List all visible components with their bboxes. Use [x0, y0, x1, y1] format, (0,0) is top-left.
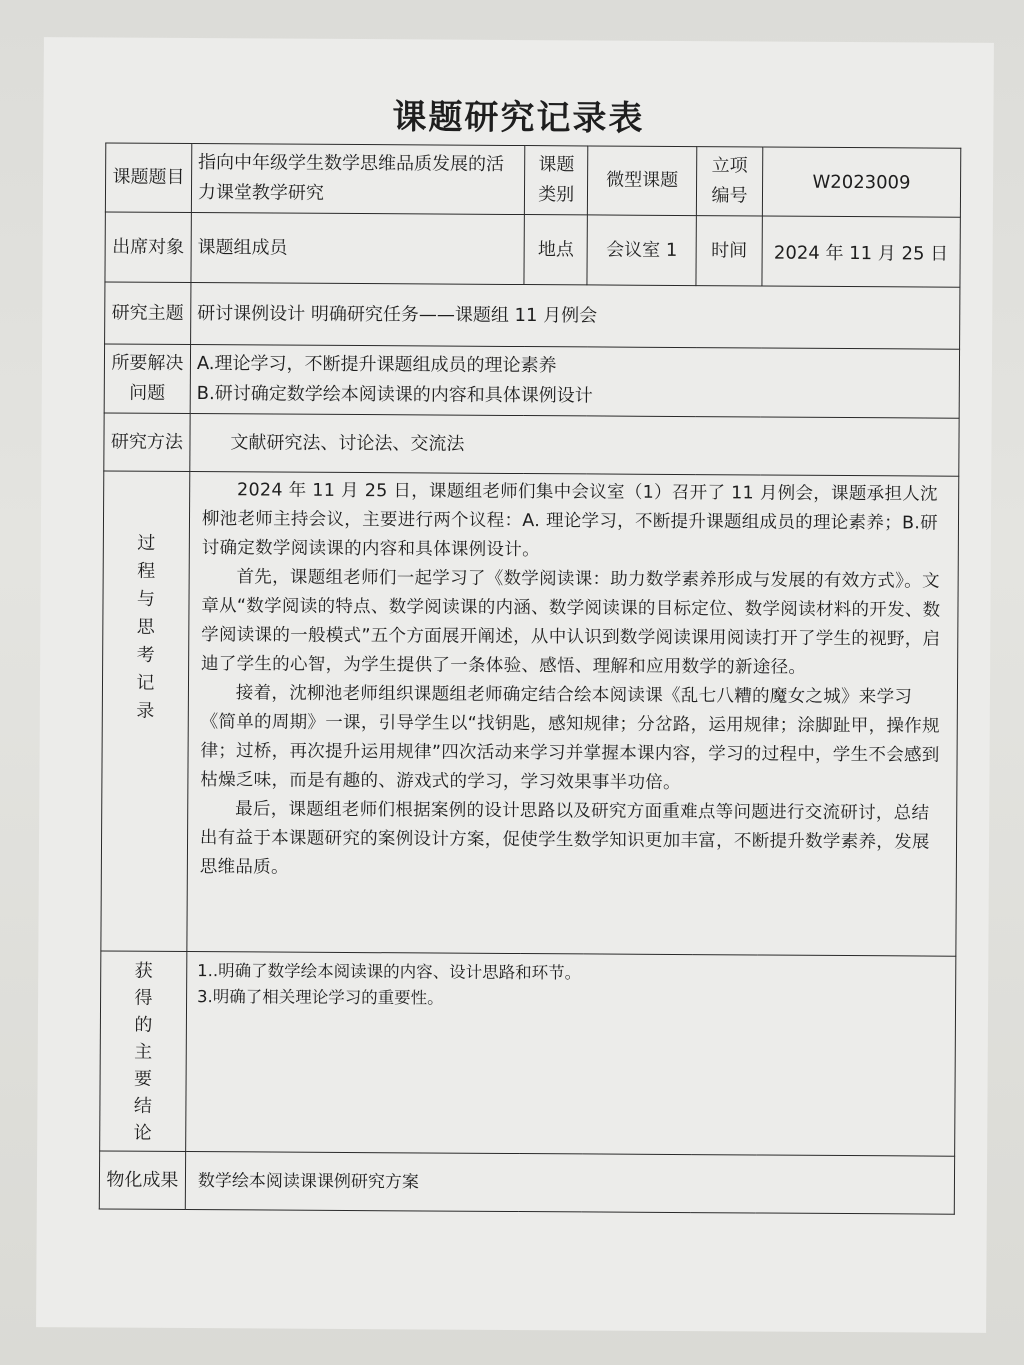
theme-label: 研究主题: [105, 282, 191, 345]
process-paragraph-2: 首先，课题组老师们一起学习了《数学阅读课：助力数学素养形成与发展的有效方式》。文章从“数学阅读的特点、数学阅读课的内涵、数学阅读课的目标定位、数学阅读材料的开发、数学阅读课的一般模式”五个方面展开阐述，从中认识到数学阅读课用阅读打开了学生的视野，启迪了学生的心智，为学生提供了一条体验、感悟、理解和应用数学的新途径。: [200, 567, 941, 678]
time-value: 2024 年 11 月 25 日: [762, 216, 961, 287]
process-label-text: 过程与思考记录: [136, 532, 156, 722]
process-paragraph-1: 2024 年 11 月 25 日，课题组老师们集中会议室（1）召开了 11 月例会，课题承担人沈柳池老师主持会议，主要进行两个议程：A. 理论学习，不断提升课题组成员的理论素养；B.研讨确定数学阅读课的内容和具体课例设计。: [201, 480, 939, 561]
problem-item-a: A.理论学习，不断提升课题组成员的理论素养: [196, 353, 557, 377]
category-label: 课题类别: [525, 146, 588, 215]
row-method: [104, 413, 959, 476]
conclusion-item-2: 3.明确了相关理论学习的重要性。: [196, 987, 444, 1008]
category-value: 微型课题: [587, 146, 697, 216]
attendance-value: 课题组成员: [191, 213, 525, 285]
process-label: [101, 471, 190, 952]
theme-value: 研讨课例设计 明确研究任务——课题组 11 月例会: [190, 283, 959, 350]
row-attendance: [105, 212, 960, 287]
conclusions-content: [186, 951, 956, 1156]
attendance-label: 出席对象: [105, 212, 191, 283]
process-content: [187, 472, 959, 957]
outcome-value: 数学绘本阅读课课例研究方案: [185, 1151, 954, 1214]
problems-label: 所要解决问题: [104, 344, 190, 414]
topic-value: 指向中年级学生数学思维品质发展的活力课堂教学研究: [191, 144, 525, 215]
time-label: 时间: [696, 216, 762, 286]
conclusion-item-1: 1..明确了数学绘本阅读课的内容、设计思路和环节。: [197, 961, 582, 983]
outcome-label: 物化成果: [99, 1151, 185, 1210]
conclusions-label: [100, 951, 187, 1152]
record-table: [99, 142, 962, 1214]
problems-value: [190, 345, 960, 419]
method-label: 研究方法: [104, 413, 190, 472]
row-conclusions: [100, 951, 956, 1156]
method-value: 文献研究法、讨论法、交流法: [190, 414, 959, 477]
topic-label: 课题题目: [105, 143, 191, 213]
row-process: [101, 471, 959, 956]
row-theme: [105, 282, 960, 349]
place-value: 会议室 1: [587, 215, 697, 286]
row-topic: [105, 143, 960, 217]
row-outcome: [99, 1151, 954, 1214]
row-problems: [104, 344, 959, 418]
problem-item-b: B.研讨确定数学绘本阅读课的内容和具体课例设计: [196, 383, 593, 407]
process-paragraph-4: 最后，课题组老师们根据案例的设计思路以及研究方面重难点等问题进行交流研讨，总结出有益于本课题研究的案例设计方案，促使学生数学知识更加丰富，不断提升数学素养，发展思维品质。: [199, 799, 930, 878]
process-paragraph-3: 接着，沈柳池老师组织课题组老师确定结合绘本阅读课《乱七八糟的魔女之城》来学习《简单的周期》一课，引导学生以“找钥匙，感知规律；分岔路，运用规律；涂脚趾甲，操作规律；过桥，再次提升运用规律”四次活动来学习并掌握本课内容，学习的过程中，学生不会感到枯燥乏味，而是有趣的、游戏式的学习，学习效果事半功倍。: [200, 683, 940, 794]
document-page: [36, 37, 994, 1333]
conclusions-label-text: 获得的主要结论: [133, 960, 153, 1144]
project-no-value: W2023009: [762, 147, 961, 217]
page-title: 课题研究记录表: [392, 97, 645, 139]
project-no-label: 立项编号: [697, 147, 763, 216]
place-label: 地点: [524, 215, 587, 285]
